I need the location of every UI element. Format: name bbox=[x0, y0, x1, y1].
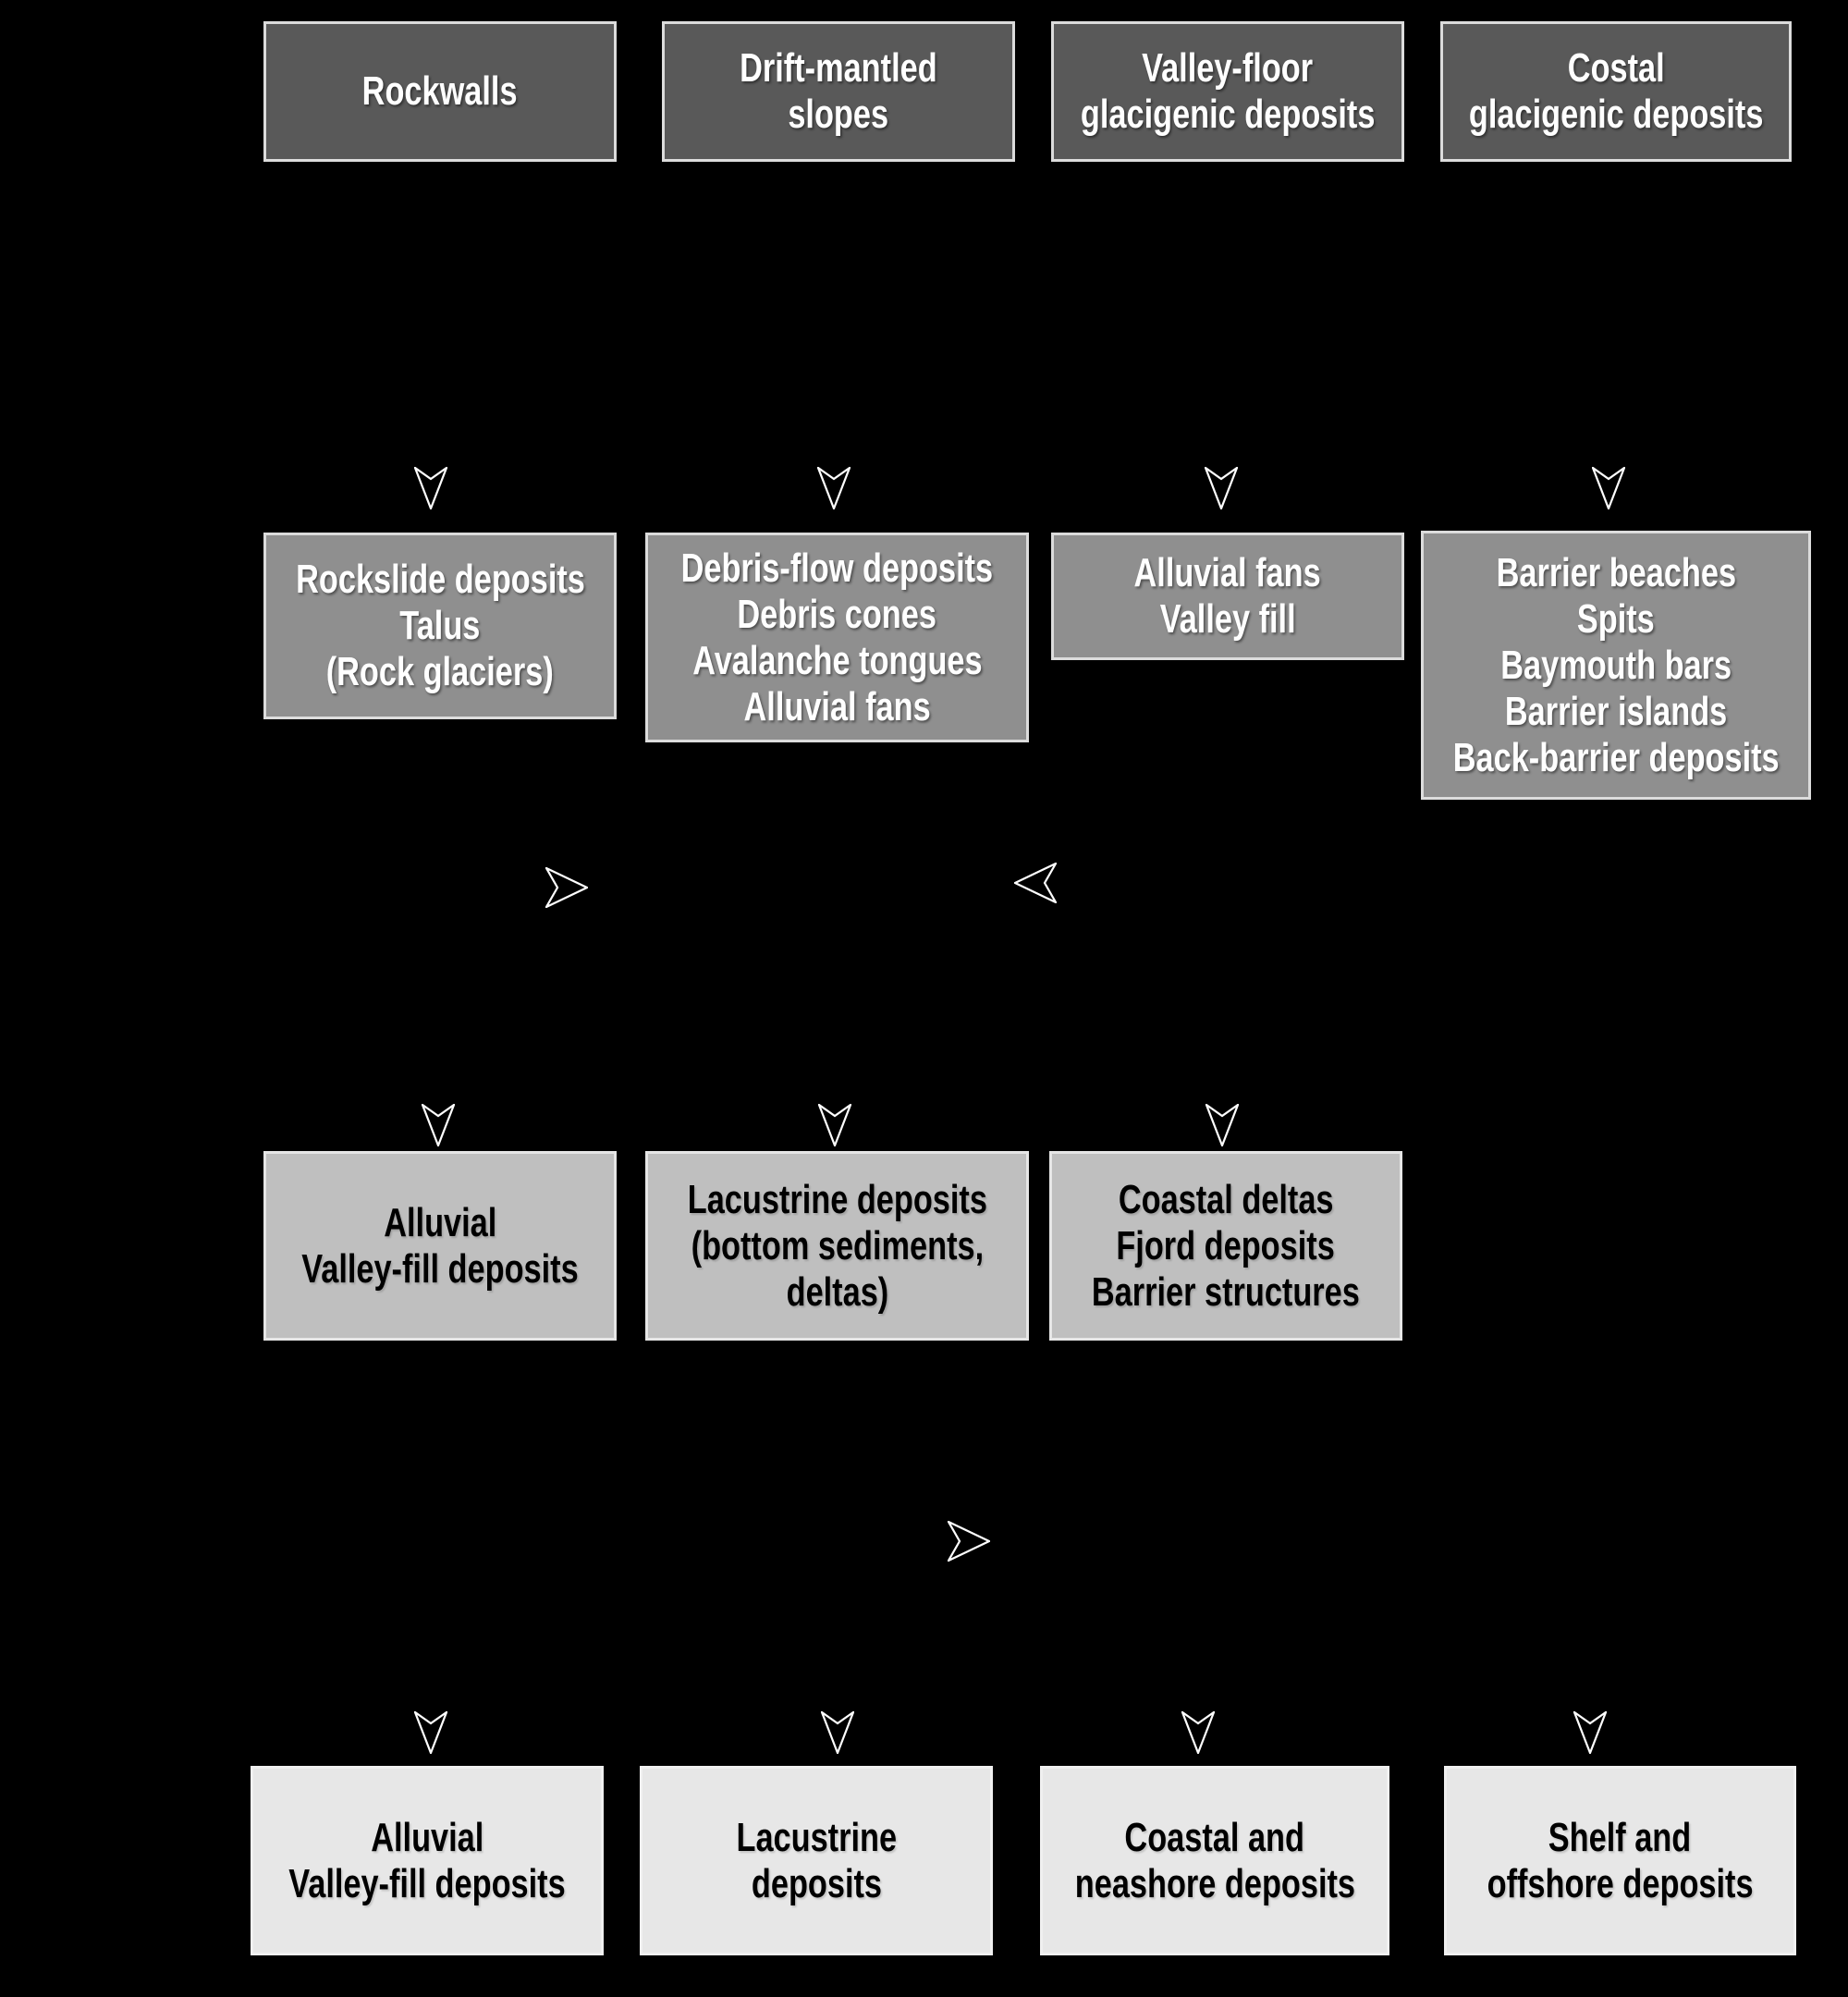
node-label-line: Lacustrine deposits bbox=[687, 1176, 987, 1222]
node-label-line: Alluvial bbox=[383, 1199, 497, 1245]
down-arrow-icon bbox=[1573, 1711, 1607, 1754]
left-arrow-icon bbox=[1014, 863, 1057, 903]
node-label-line: Drift-mantled bbox=[740, 45, 937, 91]
node-label-line: Talus bbox=[399, 603, 481, 648]
node-coastal-neashore-deposits bbox=[1040, 1766, 1389, 1955]
down-arrow-icon bbox=[1205, 1104, 1239, 1146]
down-arrow-icon bbox=[414, 467, 447, 509]
down-arrow-icon bbox=[414, 1711, 447, 1754]
node-label-line: slopes bbox=[788, 92, 889, 137]
down-arrow-icon bbox=[1181, 1711, 1215, 1754]
node-label-line: offshore deposits bbox=[1487, 1860, 1754, 1906]
node-debris-flow-cones bbox=[645, 533, 1029, 742]
node-label-line: Spits bbox=[1577, 595, 1655, 642]
node-barrier-beaches-spits bbox=[1421, 531, 1811, 800]
node-label-line: Barrier structures bbox=[1092, 1268, 1360, 1315]
down-arrow-icon bbox=[1205, 467, 1238, 509]
node-label-line: glacigenic deposits bbox=[1080, 92, 1376, 137]
node-label-line: Alluvial bbox=[370, 1814, 484, 1860]
node-valley-floor-glacigenic bbox=[1051, 21, 1404, 162]
node-label-line: (bottom sediments, bbox=[691, 1222, 984, 1268]
node-label-line: Rockwalls bbox=[362, 68, 518, 114]
node-shelf-offshore-deposits bbox=[1444, 1766, 1796, 1955]
down-arrow-icon bbox=[818, 1104, 851, 1146]
node-label-line: Alluvial fans bbox=[743, 683, 931, 729]
node-label-line: (Rock glaciers) bbox=[325, 649, 555, 694]
node-label-line: Lacustrine bbox=[736, 1814, 897, 1860]
node-lacustrine-deposits bbox=[640, 1766, 993, 1955]
node-label-line: neashore deposits bbox=[1074, 1860, 1355, 1906]
node-rockslide-talus bbox=[263, 533, 617, 719]
node-label-line: Debris cones bbox=[737, 591, 937, 637]
node-label-line: Coastal and bbox=[1124, 1814, 1305, 1860]
right-arrow-icon bbox=[545, 867, 588, 908]
node-label-line: Avalanche tongues bbox=[691, 637, 983, 683]
node-label-line: glacigenic deposits bbox=[1468, 92, 1764, 137]
node-label-line: Valley fill bbox=[1159, 596, 1296, 642]
down-arrow-icon bbox=[821, 1711, 854, 1754]
node-label-line: Barrier islands bbox=[1504, 688, 1728, 734]
node-label-line: Valley-fill deposits bbox=[288, 1860, 566, 1906]
node-costal-glacigenic bbox=[1440, 21, 1792, 162]
node-label-line: Rockslide deposits bbox=[295, 557, 585, 602]
node-rockwalls bbox=[263, 21, 617, 162]
node-label-line: Back-barrier deposits bbox=[1452, 734, 1780, 780]
node-label-line: deltas) bbox=[786, 1268, 888, 1315]
node-label-line: Alluvial fans bbox=[1133, 550, 1322, 595]
node-label-line: Shelf and bbox=[1548, 1814, 1692, 1860]
node-label-line: Baymouth bars bbox=[1500, 642, 1732, 688]
node-label-line: Valley-floor bbox=[1142, 45, 1314, 91]
node-label-line: Debris-flow deposits bbox=[680, 545, 994, 591]
node-label-line: Barrier beaches bbox=[1496, 549, 1736, 595]
node-alluvial-valley-fill-deposits bbox=[251, 1766, 604, 1955]
down-arrow-icon bbox=[817, 467, 851, 509]
node-label-line: deposits bbox=[751, 1860, 882, 1906]
node-label-line: Costal bbox=[1567, 45, 1665, 91]
down-arrow-icon bbox=[1592, 467, 1625, 509]
down-arrow-icon bbox=[422, 1104, 455, 1146]
node-label-line: Valley-fill deposits bbox=[301, 1245, 579, 1292]
node-label-line: Fjord deposits bbox=[1116, 1222, 1336, 1268]
node-label-line: Coastal deltas bbox=[1118, 1176, 1334, 1222]
node-alluvial-valley-fill bbox=[263, 1151, 617, 1341]
right-arrow-icon bbox=[948, 1521, 990, 1562]
node-drift-mantled-slopes bbox=[662, 21, 1015, 162]
node-alluvial-fans-valley-fill bbox=[1051, 533, 1404, 660]
node-lacustrine-bottom-deltas bbox=[645, 1151, 1029, 1341]
node-coastal-deltas-fjord bbox=[1049, 1151, 1402, 1341]
